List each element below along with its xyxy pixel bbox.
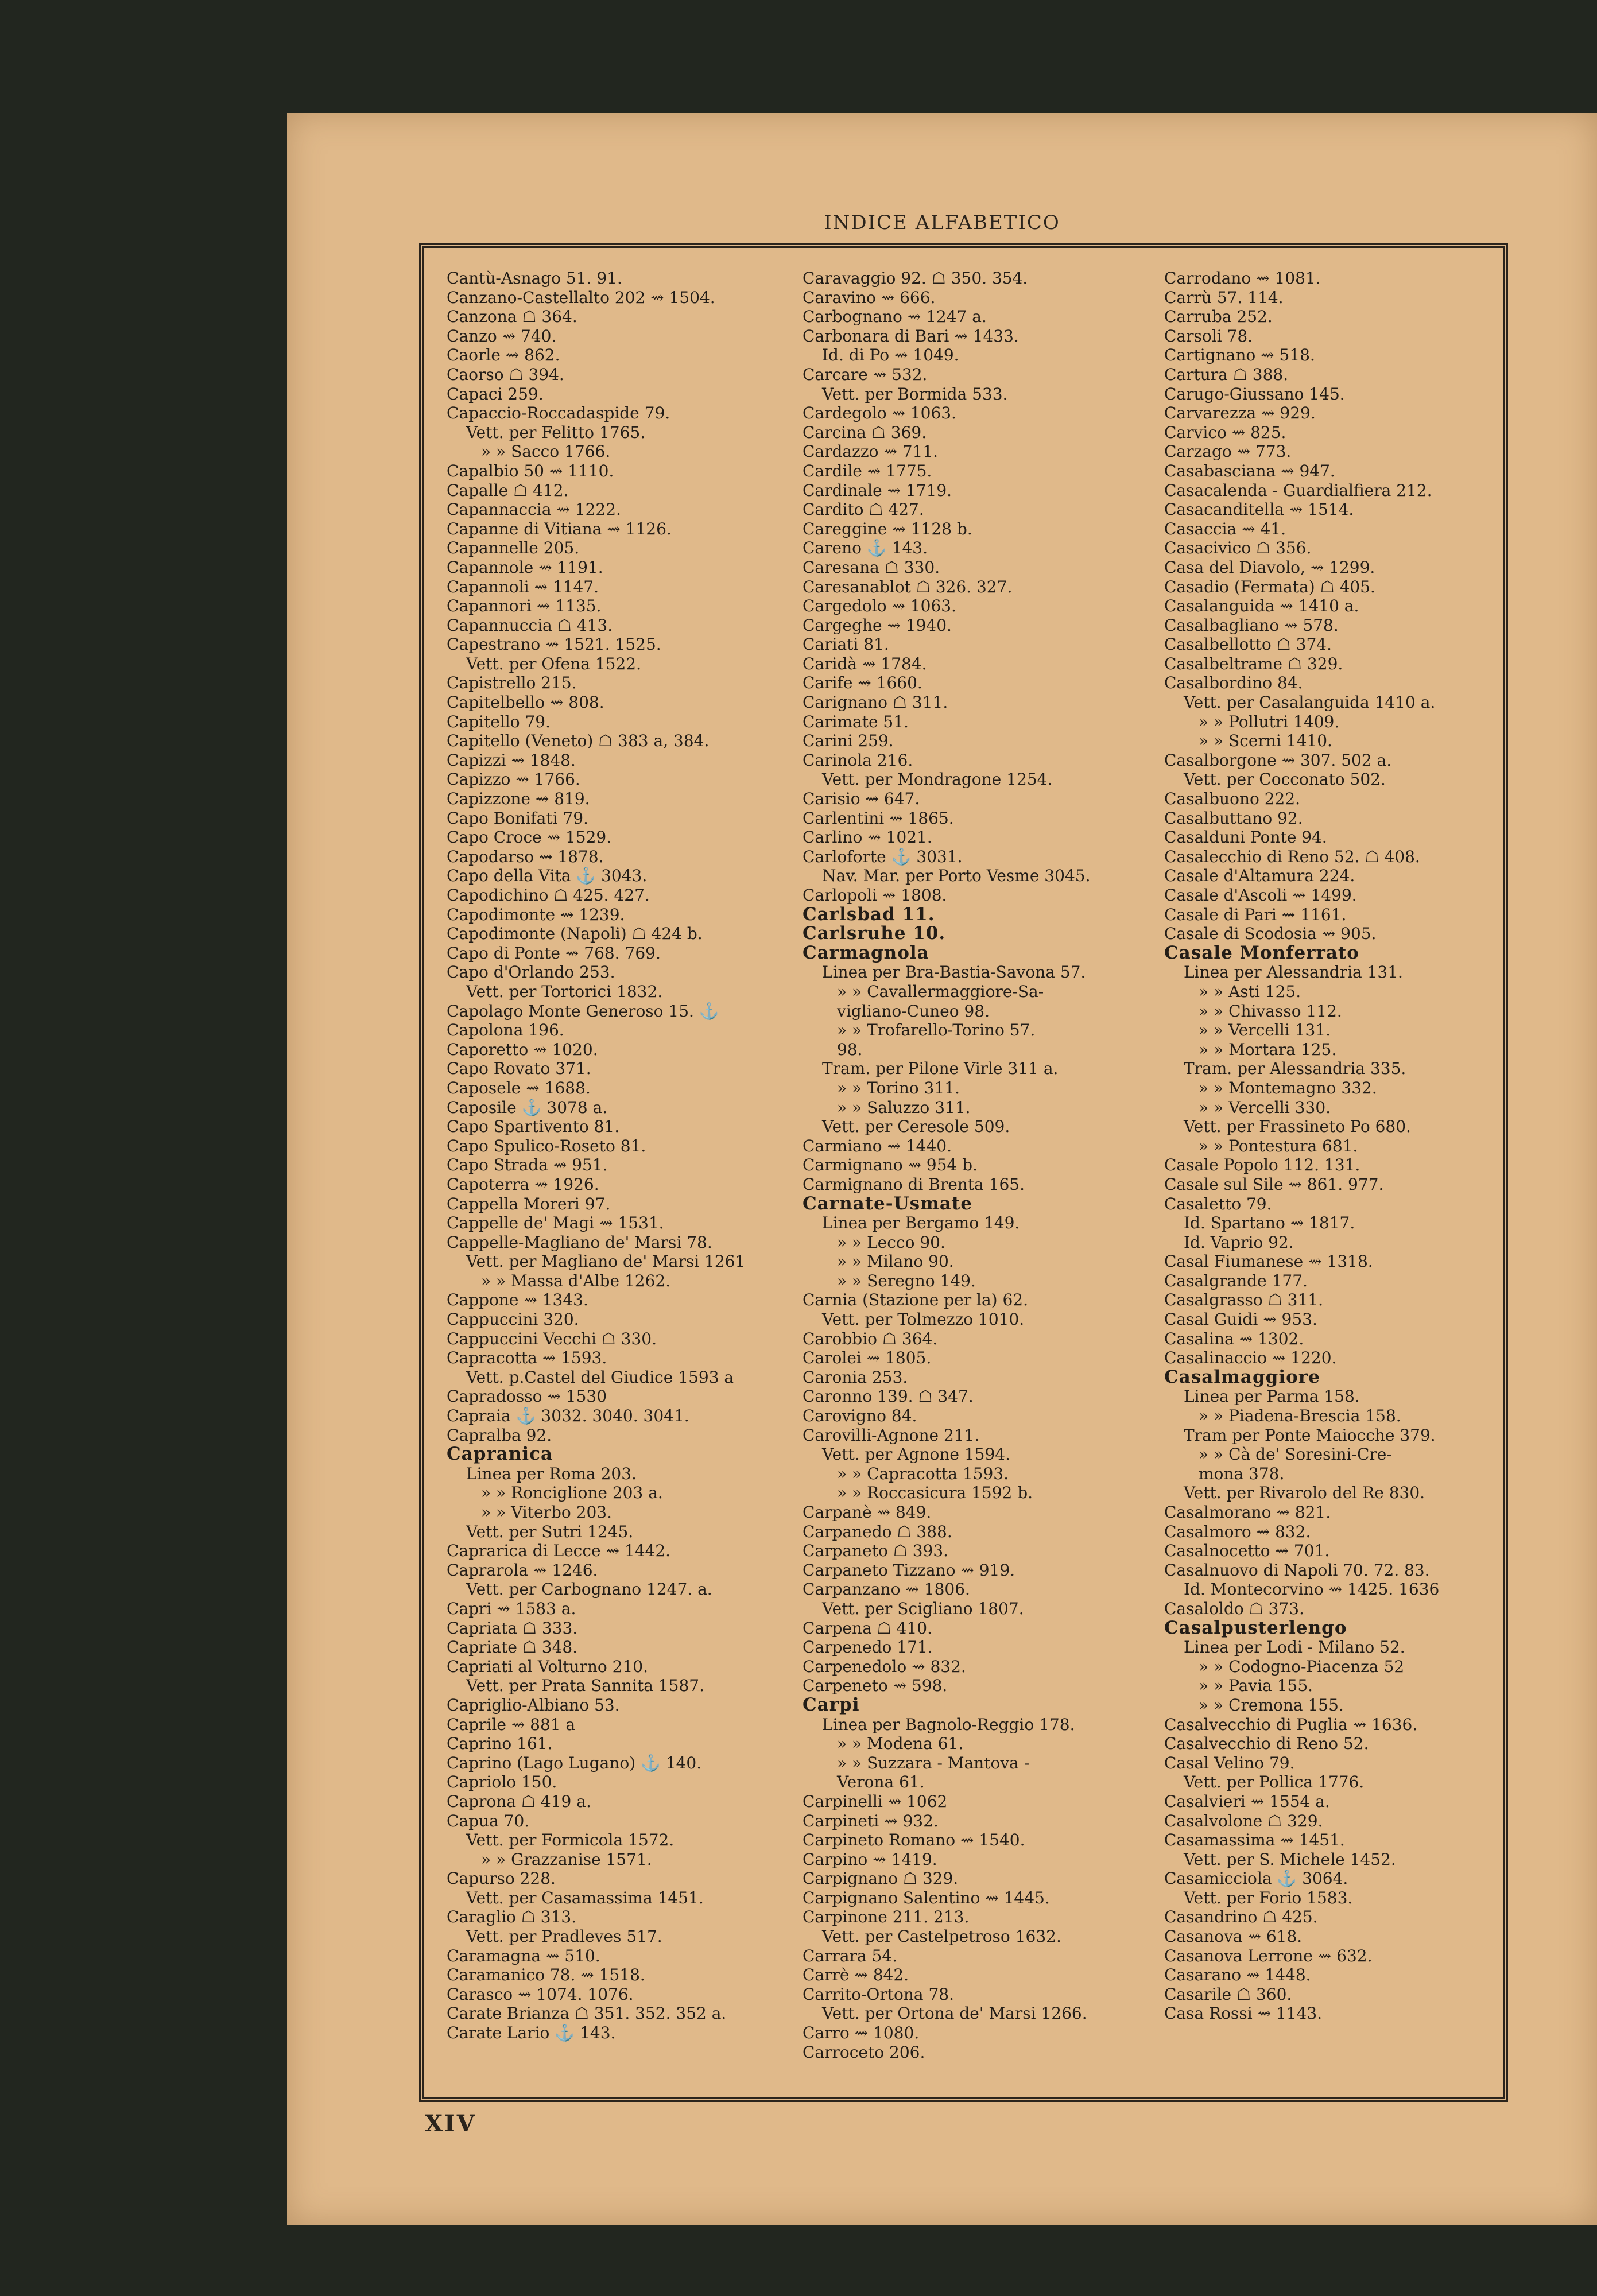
index-entry: Linea per Bagnolo-Reggio 178. <box>822 1715 1075 1734</box>
index-entry: Carrito-Ortona 78. <box>803 1984 955 2004</box>
index-entry: Carsoli 78. <box>1164 326 1253 346</box>
index-entry: Casacalenda - Guardialfiera 212. <box>1164 480 1432 500</box>
index-entry: Linea per Lodi - Milano 52. <box>1184 1638 1405 1657</box>
index-entry: » » Massa d'Albe 1262. <box>481 1271 671 1290</box>
index-entry: Vett. per Sutri 1245. <box>466 1522 634 1541</box>
index-entry: Carvarezza ⇝ 929. <box>1164 404 1316 423</box>
index-entry: Capriate ☖ 348. <box>447 1638 578 1657</box>
index-entry: Carpino ⇝ 1419. <box>803 1849 937 1869</box>
index-entry: Cappuccini 320. <box>447 1310 579 1329</box>
index-entry: Vett. per S. Michele 1452. <box>1184 1849 1396 1869</box>
index-entry: Carate Brianza ☖ 351. 352. 352 a. <box>447 2004 727 2023</box>
index-entry: Casal Guidi ⇝ 953. <box>1164 1310 1317 1329</box>
index-entry: Vett. per Prata Sannita 1587. <box>466 1676 704 1696</box>
index-entry: » » Milano 90. <box>837 1252 954 1271</box>
index-entry: Caposele ⇝ 1688. <box>447 1078 591 1097</box>
index-entry: Cappelle-Magliano de' Marsi 78. <box>447 1232 712 1252</box>
index-entry: Carpignano Salentino ⇝ 1445. <box>803 1888 1050 1907</box>
index-entry: » » Seregno 149. <box>837 1271 976 1290</box>
index-entry: vigliano-Cuneo 98. <box>837 1001 990 1021</box>
index-heading: Carmagnola <box>803 943 929 963</box>
index-entry: Capo Spulico-Roseto 81. <box>447 1136 646 1155</box>
index-entry: Caprarica di Lecce ⇝ 1442. <box>447 1541 671 1561</box>
index-entry: Capitelbello ⇝ 808. <box>447 693 604 712</box>
index-entry: » » Capracotta 1593. <box>837 1464 1009 1483</box>
index-entry: Carrodano ⇝ 1081. <box>1164 269 1321 288</box>
index-entry: Cardazzo ⇝ 711. <box>803 442 939 461</box>
index-entry: Capriati al Volturno 210. <box>447 1657 648 1676</box>
index-entry: Caposile ⚓ 3078 a. <box>447 1097 608 1117</box>
index-entry: Capannole ⇝ 1191. <box>447 557 603 577</box>
index-entry: Vett. per Castelpetroso 1632. <box>822 1927 1061 1946</box>
index-entry: Carzago ⇝ 773. <box>1164 442 1292 461</box>
index-entry: Caresanablot ☖ 326. 327. <box>803 577 1013 596</box>
index-entry: Carpeneto ⇝ 598. <box>803 1676 948 1696</box>
index-entry: Vett. per Ofena 1522. <box>466 654 641 673</box>
index-entry: » » Cremona 155. <box>1199 1695 1344 1715</box>
index-entry: Casalvolone ☖ 329. <box>1164 1811 1323 1830</box>
index-entry: Carbonara di Bari ⇝ 1433. <box>803 326 1019 346</box>
column-divider <box>1154 259 1156 2086</box>
index-heading: Carlsbad 11. <box>803 905 935 925</box>
index-entry: Cardegolo ⇝ 1063. <box>803 404 957 423</box>
index-entry: Cardinale ⇝ 1719. <box>803 480 952 500</box>
index-entry: Vett. per Pollica 1776. <box>1184 1773 1365 1792</box>
index-entry: Capriolo 150. <box>447 1773 557 1792</box>
index-entry: Carinola 216. <box>803 750 913 770</box>
index-entry: Careno ⚓ 143. <box>803 538 928 558</box>
column-divider <box>794 259 796 2086</box>
index-entry: Capannori ⇝ 1135. <box>447 596 602 616</box>
index-entry: Caresana ☖ 330. <box>803 557 940 577</box>
index-entry: Capitello 79. <box>447 712 551 731</box>
index-entry: Caronia 253. <box>803 1367 908 1387</box>
index-entry: Carmiano ⇝ 1440. <box>803 1136 952 1155</box>
index-entry: Casabasciana ⇝ 947. <box>1164 461 1335 480</box>
index-entry: Caraglio ☖ 313. <box>447 1907 577 1927</box>
index-entry: Carlopoli ⇝ 1808. <box>803 886 947 905</box>
index-entry: Cartignano ⇝ 518. <box>1164 346 1315 365</box>
index-entry: Carlentini ⇝ 1865. <box>803 808 954 828</box>
index-entry: Casaloldo ☖ 373. <box>1164 1599 1304 1618</box>
index-entry: Caprino 161. <box>447 1734 553 1754</box>
index-entry: Carroceto 206. <box>803 2042 925 2062</box>
index-entry: Vett. per Tolmezzo 1010. <box>822 1310 1025 1329</box>
index-entry: » » Pollutri 1409. <box>1199 712 1340 731</box>
index-entry: Capanne di Vitiana ⇝ 1126. <box>447 519 672 538</box>
index-entry: Casale d'Ascoli ⇝ 1499. <box>1164 886 1357 905</box>
index-entry: Caridà ⇝ 1784. <box>803 654 927 673</box>
index-entry: Vett. per Formicola 1572. <box>466 1830 675 1850</box>
index-entry: Carimate 51. <box>803 712 909 731</box>
index-entry: Caorso ☖ 394. <box>447 364 564 384</box>
index-entry: Casalborgone ⇝ 307. 502 a. <box>1164 750 1392 770</box>
index-entry: Casalnuovo di Napoli 70. 72. 83. <box>1164 1560 1430 1580</box>
index-entry: Capodichino ☖ 425. 427. <box>447 886 650 905</box>
index-entry: » » Codogno-Piacenza 52 <box>1199 1657 1405 1676</box>
index-entry: Vett. p.Castel del Giudice 1593 a <box>466 1367 734 1387</box>
index-entry: Vett. per Carbognano 1247. a. <box>466 1580 712 1599</box>
index-entry: Cardile ⇝ 1775. <box>803 461 932 480</box>
index-entry: Linea per Parma 158. <box>1184 1387 1360 1406</box>
index-entry: Casa Rossi ⇝ 1143. <box>1164 2004 1323 2023</box>
index-entry: Id. Vaprio 92. <box>1184 1232 1294 1252</box>
index-entry: Casalinaccio ⇝ 1220. <box>1164 1348 1337 1368</box>
index-entry: Casalmorano ⇝ 821. <box>1164 1503 1331 1522</box>
index-entry: Caronno 139. ☖ 347. <box>803 1387 974 1406</box>
index-heading: Casalpusterlengo <box>1164 1618 1347 1638</box>
index-entry: Casanova Lerrone ⇝ 632. <box>1164 1946 1373 1965</box>
index-entry: Caprino (Lago Lugano) ⚓ 140. <box>447 1753 702 1773</box>
index-entry: Capurso 228. <box>447 1869 556 1888</box>
index-entry: Casarile ☖ 360. <box>1164 1984 1292 2004</box>
index-heading: Carpi <box>803 1695 860 1715</box>
index-entry: Casanova ⇝ 618. <box>1164 1927 1303 1946</box>
index-entry: Capannuccia ☖ 413. <box>447 615 613 635</box>
index-entry: Carmignano di Brenta 165. <box>803 1174 1025 1194</box>
index-heading: Carnate-Usmate <box>803 1194 973 1214</box>
index-entry: Cappella Moreri 97. <box>447 1194 611 1213</box>
index-entry: » » Roccasicura 1592 b. <box>837 1483 1033 1503</box>
index-entry: Casacivico ☖ 356. <box>1164 538 1312 558</box>
index-entry: Caravaggio 92. ☖ 350. 354. <box>803 269 1028 288</box>
index-entry: Carnia (Stazione per la) 62. <box>803 1290 1028 1310</box>
index-entry: Vett. per Cocconato 502. <box>1184 770 1386 789</box>
index-entry: Carpenedo 171. <box>803 1638 933 1657</box>
index-entry: Casandrino ☖ 425. <box>1164 1907 1318 1927</box>
index-entry: Carmignano ⇝ 954 b. <box>803 1155 978 1175</box>
index-entry: Carife ⇝ 1660. <box>803 673 922 693</box>
index-entry: Carrù 57. 114. <box>1164 288 1284 307</box>
index-entry: Casale d'Altamura 224. <box>1164 866 1355 886</box>
index-entry: Cargeghe ⇝ 1940. <box>803 615 952 635</box>
index-entry: Cappelle de' Magi ⇝ 1531. <box>447 1213 664 1233</box>
index-entry: Casalvecchio di Puglia ⇝ 1636. <box>1164 1715 1418 1734</box>
index-entry: Casalbuono 222. <box>1164 789 1301 809</box>
index-entry: Carloforte ⚓ 3031. <box>803 847 963 866</box>
index-entry: Vett. per Ceresole 509. <box>822 1117 1010 1137</box>
index-entry: Capannaccia ⇝ 1222. <box>447 500 621 519</box>
index-entry: Casalbeltrame ☖ 329. <box>1164 654 1343 673</box>
index-entry: » » Pavia 155. <box>1199 1676 1313 1696</box>
index-entry: Casaletto 79. <box>1164 1194 1272 1213</box>
index-entry: Carpineto Romano ⇝ 1540. <box>803 1830 1025 1850</box>
index-entry: Vett. per Pradleves 517. <box>466 1927 662 1946</box>
index-entry: Capo di Ponte ⇝ 768. 769. <box>447 943 661 963</box>
index-entry: Linea per Bra-Bastia-Savona 57. <box>822 963 1086 982</box>
index-entry: » » Montemagno 332. <box>1199 1078 1377 1097</box>
index-entry: Capo Strada ⇝ 951. <box>447 1155 608 1175</box>
index-entry: Casalbordino 84. <box>1164 673 1303 693</box>
index-entry: » » Ronciglione 203 a. <box>481 1483 663 1503</box>
index-entry: Carini 259. <box>803 731 894 751</box>
index-entry: Carpenedolo ⇝ 832. <box>803 1657 966 1676</box>
index-column-2 <box>803 269 1147 2077</box>
index-entry: Casarano ⇝ 1448. <box>1164 1965 1311 1985</box>
index-entry: Casalgrasso ☖ 311. <box>1164 1290 1323 1310</box>
index-entry: Carpinelli ⇝ 1062 <box>803 1791 948 1811</box>
index-entry: Casalduni Ponte 94. <box>1164 828 1327 847</box>
index-entry: Casale di Scodosia ⇝ 905. <box>1164 924 1377 944</box>
index-entry: Vett. per Forio 1583. <box>1184 1888 1353 1907</box>
index-entry: Id. Spartano ⇝ 1817. <box>1184 1213 1355 1233</box>
index-entry: Carvico ⇝ 825. <box>1164 422 1286 442</box>
index-entry: Carasco ⇝ 1074. 1076. <box>447 1984 634 2004</box>
index-heading: Carlsruhe 10. <box>803 924 946 944</box>
index-column-3 <box>1164 269 1497 2077</box>
index-entry: » » Modena 61. <box>837 1734 964 1754</box>
index-entry: Capolago Monte Generoso 15. ⚓ <box>447 1001 719 1021</box>
index-entry: Carpinone 211. 213. <box>803 1907 970 1927</box>
index-entry: Carpanè ⇝ 849. <box>803 1503 932 1522</box>
index-entry: Vett. per Agnone 1594. <box>822 1445 1011 1464</box>
index-entry: Carbognano ⇝ 1247 a. <box>803 307 987 327</box>
index-entry: Cappuccini Vecchi ☖ 330. <box>447 1329 657 1348</box>
index-entry: Vett. per Magliano de' Marsi 1261 <box>466 1252 746 1271</box>
index-entry: Carate Lario ⚓ 143. <box>447 2023 616 2043</box>
index-entry: Vett. per Ortona de' Marsi 1266. <box>822 2004 1087 2023</box>
index-entry: Casalecchio di Reno 52. ☖ 408. <box>1164 847 1420 866</box>
index-entry: Caprarola ⇝ 1246. <box>447 1560 598 1580</box>
index-entry: » » Scerni 1410. <box>1199 731 1332 751</box>
index-entry: Linea per Bergamo 149. <box>822 1213 1020 1233</box>
index-entry: Caorle ⇝ 862. <box>447 346 560 365</box>
index-entry: Canzano-Castellalto 202 ⇝ 1504. <box>447 288 715 307</box>
index-entry: Capitello (Veneto) ☖ 383 a, 384. <box>447 731 710 751</box>
index-entry: Capralba 92. <box>447 1425 552 1445</box>
index-entry: Casalina ⇝ 1302. <box>1164 1329 1304 1348</box>
index-entry: Casamassima ⇝ 1451. <box>1164 1830 1345 1850</box>
index-entry: Vett. per Mondragone 1254. <box>822 770 1053 789</box>
index-entry: Casal Velino 79. <box>1164 1753 1295 1773</box>
index-entry: » » Viterbo 203. <box>481 1503 612 1522</box>
index-entry: Capestrano ⇝ 1521. 1525. <box>447 635 661 654</box>
index-entry: Carruba 252. <box>1164 307 1273 327</box>
index-entry: Caramanico 78. ⇝ 1518. <box>447 1965 645 1985</box>
index-entry: » » Chivasso 112. <box>1199 1001 1342 1021</box>
index-entry: Capizzi ⇝ 1848. <box>447 750 576 770</box>
index-entry: Carovilli-Agnone 211. <box>803 1425 980 1445</box>
index-heading: Casale Monferrato <box>1164 943 1359 963</box>
index-entry: Carisio ⇝ 647. <box>803 789 920 809</box>
index-entry: Vett. per Rivarolo del Re 830. <box>1184 1483 1425 1503</box>
index-entry: Capannoli ⇝ 1147. <box>447 577 599 596</box>
index-entry: » » Cavallermaggiore-Sa- <box>837 982 1044 1001</box>
index-entry: » » Pontestura 681. <box>1199 1136 1358 1155</box>
index-entry: Capo della Vita ⚓ 3043. <box>447 866 648 886</box>
index-entry: Capradosso ⇝ 1530 <box>447 1387 607 1406</box>
index-entry: Casalanguida ⇝ 1410 a. <box>1164 596 1359 616</box>
index-heading: Casalmaggiore <box>1164 1367 1320 1387</box>
page-header: INDICE ALFABETICO <box>824 211 1060 234</box>
index-entry: Capodimonte ⇝ 1239. <box>447 905 625 924</box>
index-entry: Tram. per Alessandria 335. <box>1184 1059 1406 1079</box>
index-entry: Capriata ☖ 333. <box>447 1618 578 1638</box>
index-entry: Capracotta ⇝ 1593. <box>447 1348 607 1368</box>
index-entry: Carpena ☖ 410. <box>803 1618 932 1638</box>
index-entry: Casacanditella ⇝ 1514. <box>1164 500 1354 519</box>
index-entry: » » Cà de' Soresini-Cre- <box>1199 1445 1392 1464</box>
index-entry: Capaccio-Roccadaspide 79. <box>447 404 670 423</box>
index-entry: Vett. per Casamassima 1451. <box>466 1888 704 1907</box>
index-entry: » » Vercelli 330. <box>1199 1097 1331 1117</box>
index-entry: Casalnocetto ⇝ 701. <box>1164 1541 1330 1561</box>
index-column-1 <box>447 269 790 2077</box>
index-entry: Cappone ⇝ 1343. <box>447 1290 588 1310</box>
index-entry: Carobbio ☖ 364. <box>803 1329 938 1348</box>
index-entry: Casalmoro ⇝ 832. <box>1164 1522 1311 1541</box>
index-entry: Capistrello 215. <box>447 673 577 693</box>
index-entry: » » Torino 311. <box>837 1078 960 1097</box>
index-entry: Carlino ⇝ 1021. <box>803 828 932 847</box>
page-sheet <box>287 113 1597 2225</box>
index-entry: Capodarso ⇝ 1878. <box>447 847 604 866</box>
index-entry: » » Piadena-Brescia 158. <box>1199 1406 1401 1426</box>
index-entry: Linea per Alessandria 131. <box>1184 963 1403 982</box>
index-entry: Nav. Mar. per Porto Vesme 3045. <box>822 866 1091 886</box>
index-entry: Casadio (Fermata) ☖ 405. <box>1164 577 1375 596</box>
index-entry: Vett. per Tortorici 1832. <box>466 982 663 1001</box>
index-entry: Cardito ☖ 427. <box>803 500 924 519</box>
index-entry: Capraia ⚓ 3032. 3040. 3041. <box>447 1406 689 1426</box>
index-entry: Caprona ☖ 419 a. <box>447 1791 591 1811</box>
index-entry: Capizzone ⇝ 819. <box>447 789 590 809</box>
index-entry: Casalvecchio di Reno 52. <box>1164 1734 1369 1754</box>
index-entry: Vett. per Bormida 533. <box>822 384 1008 404</box>
index-entry: Carro ⇝ 1080. <box>803 2023 920 2043</box>
index-entry: Capalle ☖ 412. <box>447 480 569 500</box>
index-heading: Capranica <box>447 1445 553 1464</box>
index-entry: Carovigno 84. <box>803 1406 917 1426</box>
index-entry: Carolei ⇝ 1805. <box>803 1348 932 1368</box>
index-entry: Cantù-Asnago 51. 91. <box>447 269 622 288</box>
index-entry: Casalbuttano 92. <box>1164 808 1303 828</box>
index-entry: Carcina ☖ 369. <box>803 422 927 442</box>
index-entry: Capaci 259. <box>447 384 544 404</box>
index-entry: Carpanedo ☖ 388. <box>803 1522 952 1541</box>
index-entry: » » Sacco 1766. <box>481 442 611 461</box>
index-entry: Carpaneto ☖ 393. <box>803 1541 949 1561</box>
page-number: XIV <box>425 2110 476 2137</box>
index-entry: Canzo ⇝ 740. <box>447 326 557 346</box>
index-frame <box>419 243 1508 2102</box>
index-entry: Canzona ☖ 364. <box>447 307 577 327</box>
index-entry: » » Vercelli 131. <box>1199 1021 1331 1040</box>
index-entry: » » Mortara 125. <box>1199 1040 1337 1059</box>
index-entry: Carcare ⇝ 532. <box>803 364 928 384</box>
index-entry: Capodimonte (Napoli) ☖ 424 b. <box>447 924 703 944</box>
index-entry: Carpignano ☖ 329. <box>803 1869 959 1888</box>
index-entry: Casale di Pari ⇝ 1161. <box>1164 905 1347 924</box>
index-entry: » » Trofarello-Torino 57. <box>837 1021 1036 1040</box>
index-entry: » » Asti 125. <box>1199 982 1301 1001</box>
index-entry: Capo d'Orlando 253. <box>447 963 615 982</box>
index-entry: Cargedolo ⇝ 1063. <box>803 596 957 616</box>
index-entry: Carignano ☖ 311. <box>803 693 948 712</box>
index-entry: Capri ⇝ 1583 a. <box>447 1599 576 1618</box>
index-entry: Caravino ⇝ 666. <box>803 288 936 307</box>
index-entry: Capizzo ⇝ 1766. <box>447 770 580 789</box>
index-entry: Cartura ☖ 388. <box>1164 364 1289 384</box>
index-entry: » » Lecco 90. <box>837 1232 945 1252</box>
index-entry: Carugo-Giussano 145. <box>1164 384 1345 404</box>
index-entry: Vett. per Casalanguida 1410 a. <box>1184 693 1436 712</box>
index-entry: Verona 61. <box>837 1773 925 1792</box>
index-entry: Id. di Po ⇝ 1049. <box>822 346 959 365</box>
index-entry: Carpaneto Tizzano ⇝ 919. <box>803 1560 1015 1580</box>
index-entry: Casalbagliano ⇝ 578. <box>1164 615 1339 635</box>
index-entry: Carrara 54. <box>803 1946 898 1965</box>
index-entry: Casale Popolo 112. 131. <box>1164 1155 1360 1175</box>
index-entry: Tram. per Pilone Virle 311 a. <box>822 1059 1059 1079</box>
index-entry: Caprile ⇝ 881 a <box>447 1715 576 1734</box>
index-entry: mona 378. <box>1199 1464 1285 1483</box>
index-entry: Capolona 196. <box>447 1021 564 1040</box>
index-entry: Careggine ⇝ 1128 b. <box>803 519 972 538</box>
index-entry: Carrè ⇝ 842. <box>803 1965 909 1985</box>
index-entry: » » Suzzara - Mantova - <box>837 1753 1030 1773</box>
index-entry: Capoterra ⇝ 1926. <box>447 1174 599 1194</box>
index-entry: Vett. per Frassineto Po 680. <box>1184 1117 1411 1137</box>
index-entry: Capriglio-Albiano 53. <box>447 1695 620 1715</box>
index-entry: Capo Rovato 371. <box>447 1059 591 1079</box>
index-entry: Casal Fiumanese ⇝ 1318. <box>1164 1252 1373 1271</box>
index-entry: Carpineti ⇝ 932. <box>803 1811 939 1830</box>
index-entry: Casa del Diavolo, ⇝ 1299. <box>1164 557 1375 577</box>
index-entry: Capo Spartivento 81. <box>447 1117 620 1137</box>
index-entry: Vett. per Felitto 1765. <box>466 422 646 442</box>
index-entry: » » Saluzzo 311. <box>837 1097 971 1117</box>
index-entry: Casale sul Sile ⇝ 861. 977. <box>1164 1174 1384 1194</box>
index-entry: Linea per Roma 203. <box>466 1464 637 1483</box>
index-entry: Casalgrande 177. <box>1164 1271 1308 1290</box>
index-entry: Capo Bonifati 79. <box>447 808 588 828</box>
index-entry: Casalvieri ⇝ 1554 a. <box>1164 1791 1330 1811</box>
index-entry: Capannelle 205. <box>447 538 580 558</box>
index-entry: Casamicciola ⚓ 3064. <box>1164 1869 1348 1888</box>
index-entry: Capo Croce ⇝ 1529. <box>447 828 612 847</box>
index-entry: Cariati 81. <box>803 635 889 654</box>
index-entry: Capalbio 50 ⇝ 1110. <box>447 461 614 480</box>
index-entry: » » Grazzanise 1571. <box>481 1849 652 1869</box>
index-entry: Tram per Ponte Maiocche 379. <box>1184 1425 1436 1445</box>
index-entry: Casaccia ⇝ 41. <box>1164 519 1286 538</box>
index-entry: 98. <box>837 1040 863 1059</box>
index-entry: Id. Montecorvino ⇝ 1425. 1636 <box>1184 1580 1440 1599</box>
index-entry: Caporetto ⇝ 1020. <box>447 1040 598 1059</box>
index-entry: Caramagna ⇝ 510. <box>447 1946 600 1965</box>
index-entry: Vett. per Scigliano 1807. <box>822 1599 1024 1618</box>
index-entry: Capua 70. <box>447 1811 530 1830</box>
index-entry: Carpanzano ⇝ 1806. <box>803 1580 970 1599</box>
index-entry: Casalbellotto ☖ 374. <box>1164 635 1332 654</box>
